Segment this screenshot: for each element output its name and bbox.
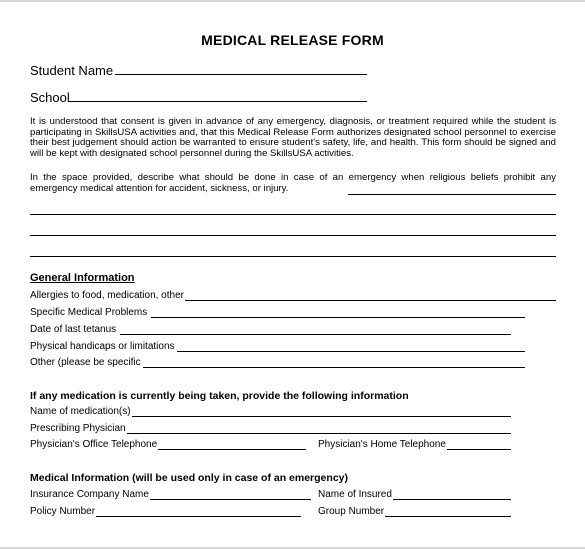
medical-problems-line[interactable] xyxy=(151,307,525,318)
policy-number-line[interactable] xyxy=(96,506,301,517)
prescribing-physician-line[interactable] xyxy=(127,423,511,434)
policy-number-label: Policy Number xyxy=(30,506,96,517)
handicaps-field[interactable] xyxy=(30,341,525,352)
group-number-line[interactable] xyxy=(385,506,511,517)
religious-answer-line[interactable] xyxy=(348,194,556,195)
religious-answer-line[interactable] xyxy=(30,235,556,236)
other-label: Other (please be specific xyxy=(30,357,141,368)
office-phone-label: Physician's Office Telephone xyxy=(30,439,158,450)
religious-answer-line[interactable] xyxy=(30,256,556,257)
medication-name-line[interactable] xyxy=(132,406,511,417)
consent-paragraph: It is understood that consent is given in advance of any emergency, diagnosis, or treatment required while the student is participating in SkillsUSA activities and, that this Medical Release Form authorizes designated school personnel to exercise their best judgement should action be warranted to ensure student's safety, life, and health. This form should be signed and will be kept with designated school personnel during the SkillsUSA activities. xyxy=(30,116,556,159)
allergies-field[interactable] xyxy=(30,290,556,301)
medical-problems-field[interactable] xyxy=(30,307,525,318)
home-phone-field[interactable] xyxy=(318,439,511,450)
insurance-company-label: Insurance Company Name xyxy=(30,489,149,500)
insurance-heading: Medical Information (will be used only in case of an emergency) xyxy=(30,472,348,484)
allergies-line[interactable] xyxy=(185,290,556,301)
religious-beliefs-paragraph: In the space provided, describe what should be done in case of an emergency when religious beliefs prohibit any emergency medical attention for accident, sickness, or injury. xyxy=(30,172,556,194)
handicaps-line[interactable] xyxy=(177,341,525,352)
prescribing-physician-label: Prescribing Physician xyxy=(30,423,126,434)
general-info-heading: General Information xyxy=(30,272,135,284)
policy-number-field[interactable] xyxy=(30,506,301,517)
student-name-label: Student Name xyxy=(30,63,114,78)
insured-name-line[interactable] xyxy=(393,489,511,500)
insured-name-field[interactable] xyxy=(318,489,511,500)
office-phone-line[interactable] xyxy=(158,439,306,450)
school-label: School xyxy=(30,90,70,105)
allergies-label: Allergies to food, medication, other xyxy=(30,290,184,301)
other-field[interactable] xyxy=(30,357,525,368)
home-phone-line[interactable] xyxy=(447,439,511,450)
group-number-field[interactable] xyxy=(318,506,511,517)
tetanus-line[interactable] xyxy=(120,324,511,335)
medication-name-label: Name of medication(s) xyxy=(30,406,131,417)
medication-name-field[interactable] xyxy=(30,406,511,417)
student-name-line[interactable] xyxy=(115,74,367,75)
tetanus-field[interactable] xyxy=(30,324,511,335)
insurance-company-line[interactable] xyxy=(150,489,311,500)
insured-name-label: Name of Insured xyxy=(318,489,392,500)
tetanus-label: Date of last tetanus xyxy=(30,324,117,335)
home-phone-label: Physician's Home Telephone xyxy=(318,439,446,450)
form-title: MEDICAL RELEASE FORM xyxy=(201,32,384,48)
handicaps-label: Physical handicaps or limitations xyxy=(30,341,175,352)
medication-heading: If any medication is currently being taken, provide the following information xyxy=(30,390,409,402)
prescribing-physician-field[interactable] xyxy=(30,423,511,434)
group-number-label: Group Number xyxy=(318,506,385,517)
school-line[interactable] xyxy=(68,101,367,102)
other-line[interactable] xyxy=(143,357,525,368)
office-phone-field[interactable] xyxy=(30,439,306,450)
religious-answer-line[interactable] xyxy=(30,214,556,215)
medical-problems-label: Specific Medical Problems xyxy=(30,307,148,318)
insurance-company-field[interactable] xyxy=(30,489,311,500)
